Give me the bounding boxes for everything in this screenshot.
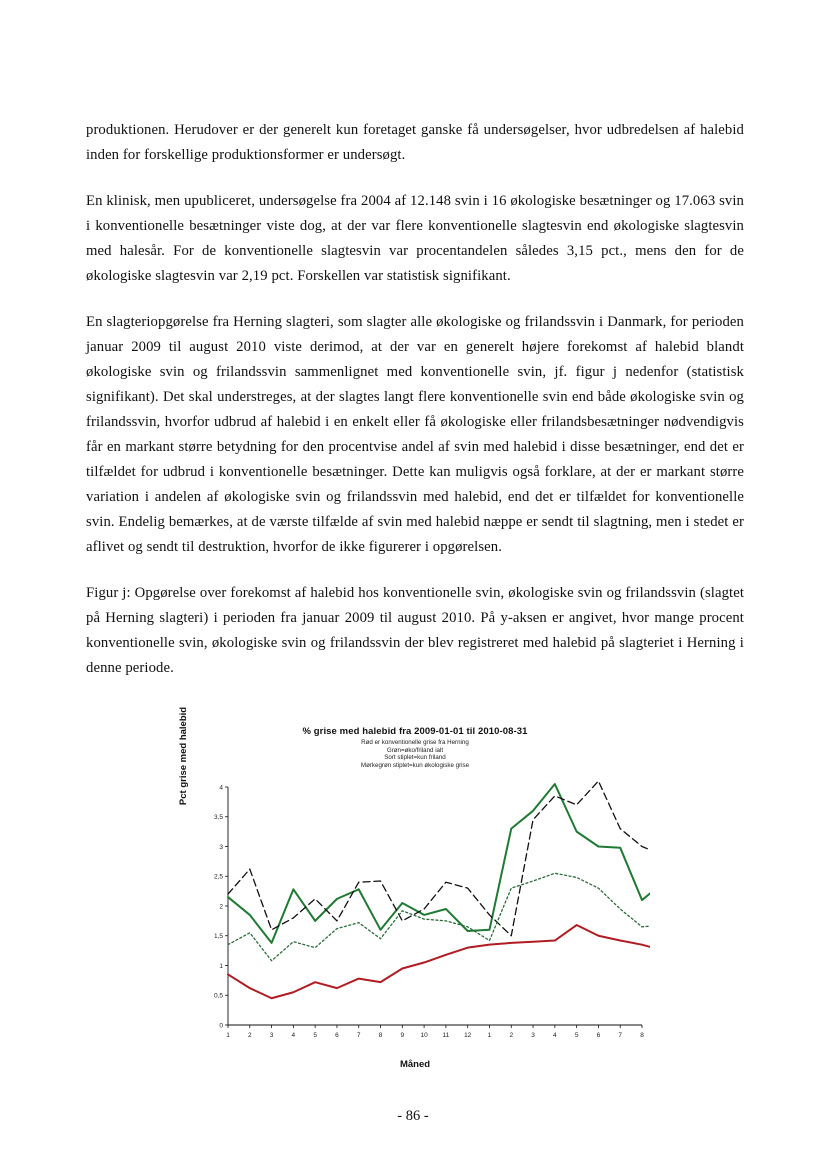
legend-item-konventionelle: Rød er konventionelle grise fra Herning [361, 739, 469, 746]
x-axis-label: Måned [399, 1059, 431, 1071]
figure-caption: Figur j: Opgørelse over forekomst af halebid hos konventionelle svin, økologiske svin og frilandssvin (slagtet på Herning slagteri) i perioden fra januar 2009 til august 2010. På y-aksen er angivet, hvor mange procent konventionelle svin, økologiske svin og frilandssvin der blev registreret med halebid på slagteriet i Herning i denne periode. [86, 585, 744, 676]
paragraph-1: produktionen. Herudover er der generelt kun foretaget ganske få undersøgelser, hvor udbredelsen af halebid inden for forskellige produktionsformer er undersøgt. [86, 122, 744, 163]
svg-text:0: 0 [219, 1022, 223, 1030]
chart-plot [198, 779, 650, 1051]
figure-j [86, 707, 744, 1096]
svg-text:2,5: 2,5 [213, 873, 223, 881]
svg-text:1: 1 [487, 1032, 492, 1040]
page-number: - 86 - [397, 1108, 429, 1124]
svg-text:0,5: 0,5 [213, 992, 223, 1000]
svg-text:4: 4 [553, 1032, 557, 1040]
svg-text:5: 5 [313, 1032, 317, 1040]
svg-text:2: 2 [247, 1032, 252, 1040]
paragraph-3: En slagteriopgørelse fra Herning slagteri, som slagter alle økologiske og frilandssvin i Danmark, for perioden januar 2009 til august 2010 viste derimod, at der var en generelt højere forekomst af halebid blandt økologiske svin og frilandssvin sammenlignet med konventionelle svin, jf. figur j nedenfor (statistisk signifikant). Det skal understreges, at der slagtes langt flere konventionelle svin end både økologiske svin og frilandssvin, hvorfor udbrud af halebid i en enkelt eller få økologiske eller frilandsbesætninger nødvendigvis får en markant større betydning for den procentvise andel af svin med halebid i disse besætninger, end det er tilfældet for udbrud i konventionelle besætninger. Dette kan muligvis også forklare, at der er markant større variation i andelen af økologiske svin og frilandssvin med halebid, end det er tilfældet for konventionelle svin. Endelig bemærkes, at de værste tilfælde af svin med halebid næppe er sendt til slagtning, men i stedet er aflivet og sendt til destruktion, hvorfor de ikke figurerer i opgørelsen. [86, 314, 744, 555]
legend-item-okologiske: Mørkegrøn stiplet=kun økologiske grise [360, 761, 470, 769]
svg-text:7: 7 [356, 1032, 361, 1040]
svg-text:2: 2 [219, 903, 223, 911]
chart-title: % grise med halebid fra 2009-01-01 til 2010-08-31 [302, 726, 528, 737]
svg-text:2: 2 [509, 1032, 514, 1040]
svg-text:3: 3 [531, 1032, 535, 1040]
svg-text:5: 5 [574, 1032, 579, 1040]
svg-text:1,5: 1,5 [213, 933, 223, 941]
svg-text:6: 6 [596, 1032, 601, 1040]
svg-text:11: 11 [442, 1032, 450, 1040]
svg-text:4: 4 [291, 1032, 296, 1040]
legend-item-friland: Sort stiplet=kun friland [384, 754, 446, 762]
svg-text:8: 8 [640, 1032, 644, 1040]
body-text-column [86, 118, 744, 689]
svg-text:1: 1 [226, 1032, 230, 1040]
svg-text:12: 12 [464, 1032, 472, 1040]
y-axis-label: Pct grise med halebid [178, 707, 189, 806]
svg-text:3: 3 [269, 1032, 274, 1040]
svg-text:3,5: 3,5 [213, 814, 223, 822]
svg-text:8: 8 [378, 1032, 383, 1040]
svg-text:3: 3 [219, 844, 223, 852]
svg-text:7: 7 [618, 1032, 623, 1040]
svg-text:9: 9 [400, 1032, 405, 1040]
svg-text:6: 6 [335, 1032, 339, 1040]
paragraph-2: En klinisk, men upubliceret, undersøgelse fra 2004 af 12.148 svin i 16 økologiske besætninger og 17.063 svin i konventionelle besætninger viste dog, at der var flere konventionelle slagtesvin end økologiske slagtesvin med halesår. For de konventionelle slagtesvin var procentandelen således 3,15 pct., mens den for de økologiske slagtesvin var 2,19 pct. Forskellen var statistisk signifikant. [86, 193, 744, 284]
svg-text:4: 4 [219, 784, 223, 792]
legend-item-oko-friland: Grøn=øko/friland ialt [386, 746, 444, 754]
svg-text:10: 10 [420, 1032, 428, 1040]
svg-text:1: 1 [219, 963, 223, 971]
